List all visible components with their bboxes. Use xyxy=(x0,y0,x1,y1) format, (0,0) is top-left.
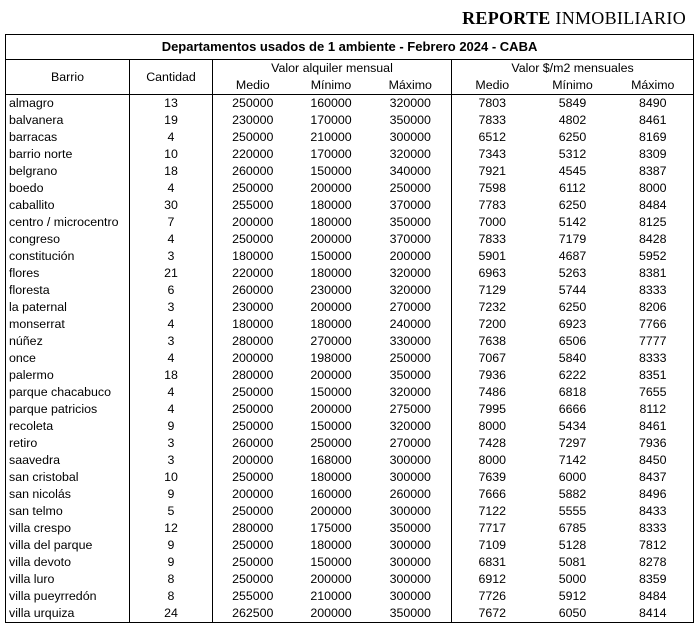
cell-alq-maximo: 320000 xyxy=(370,95,452,113)
table-row xyxy=(6,452,694,469)
cell-m2-maximo: 8484 xyxy=(613,588,694,605)
cell-alq-minimo: 200000 xyxy=(310,300,352,314)
cell-barrio: san cristobal xyxy=(6,469,130,486)
cell-alq-minimo: 180000 xyxy=(310,538,352,552)
table-body xyxy=(6,95,694,623)
cell-alq-minimo: 180000 xyxy=(310,317,352,331)
cell-alq-maximo: 350000 xyxy=(370,367,452,384)
cell-m2-medio: 7833 xyxy=(478,232,507,246)
cell-alq-minimo: 170000 xyxy=(310,147,352,161)
cell-cantidad: 18 xyxy=(130,367,213,384)
brand-bold: REPORTE xyxy=(462,8,551,28)
table-row xyxy=(6,316,694,333)
cell-m2-maximo: 8112 xyxy=(613,401,694,418)
cell-barrio: núñez xyxy=(6,333,130,350)
cell-m2-maximo: 7936 xyxy=(613,435,694,452)
cell-alq-minimo: 168000 xyxy=(310,453,352,467)
cell-m2-minimo: 6250 xyxy=(558,130,587,144)
cell-alq-maximo: 300000 xyxy=(370,554,452,571)
cell-alq-maximo: 370000 xyxy=(370,231,452,248)
cell-barrio: floresta xyxy=(6,282,130,299)
cell-alq-maximo: 350000 xyxy=(370,520,452,537)
cell-m2-maximo: 7655 xyxy=(613,384,694,401)
cell-barrio: belgrano xyxy=(6,163,130,180)
cell-m2-medio: 7486 xyxy=(478,385,507,399)
cell-m2-maximo: 8351 xyxy=(613,367,694,384)
cell-barrio: flores xyxy=(6,265,130,282)
table-title: Departamentos usados de 1 ambiente - Febrero 2024 - CABA xyxy=(6,35,694,60)
cell-cantidad: 8 xyxy=(130,588,213,605)
cell-barrio: la paternal xyxy=(6,299,130,316)
cell-m2-maximo: 8496 xyxy=(613,486,694,503)
cell-alq-minimo: 180000 xyxy=(310,215,352,229)
cell-alq-minimo: 150000 xyxy=(310,249,352,263)
cell-alq-minimo: 150000 xyxy=(310,385,352,399)
cell-alq-medio: 230000 xyxy=(232,300,274,314)
cell-barrio: san telmo xyxy=(6,503,130,520)
cell-alq-medio: 250000 xyxy=(232,130,274,144)
cell-m2-minimo: 6506 xyxy=(558,334,587,348)
cell-alq-medio: 255000 xyxy=(232,198,274,212)
cell-alq-medio: 250000 xyxy=(232,470,274,484)
cell-m2-medio: 7717 xyxy=(478,521,507,535)
cell-m2-minimo: 6818 xyxy=(558,385,587,399)
cell-cantidad: 21 xyxy=(130,265,213,282)
cell-m2-maximo: 8433 xyxy=(613,503,694,520)
cell-alq-minimo: 198000 xyxy=(310,351,352,365)
cell-m2-minimo: 5000 xyxy=(558,572,587,586)
cell-m2-maximo: 8461 xyxy=(613,418,694,435)
cell-alq-maximo: 300000 xyxy=(370,129,452,146)
cell-m2-medio: 7666 xyxy=(478,487,507,501)
cell-m2-medio: 7000 xyxy=(478,215,507,229)
cell-cantidad: 3 xyxy=(130,452,213,469)
cell-m2-minimo: 7179 xyxy=(558,232,587,246)
cell-alq-medio: 250000 xyxy=(232,181,274,195)
cell-m2-medio: 7232 xyxy=(478,300,507,314)
cell-alq-maximo: 320000 xyxy=(370,146,452,163)
cell-alq-minimo: 160000 xyxy=(310,487,352,501)
cell-alq-minimo: 200000 xyxy=(310,368,352,382)
cell-cantidad: 10 xyxy=(130,469,213,486)
cell-barrio: caballito xyxy=(6,197,130,214)
cell-m2-medio: 7200 xyxy=(478,317,507,331)
cell-alq-maximo: 370000 xyxy=(370,197,452,214)
cell-alq-maximo: 275000 xyxy=(370,401,452,418)
cell-m2-medio: 6963 xyxy=(478,266,507,280)
table-row xyxy=(6,333,694,350)
cell-barrio: boedo xyxy=(6,180,130,197)
cell-m2-maximo: 8461 xyxy=(613,112,694,129)
cell-alq-medio: 250000 xyxy=(232,538,274,552)
header-group-m2: Valor $/m2 mensuales xyxy=(452,60,694,78)
cell-m2-maximo: 7812 xyxy=(613,537,694,554)
table-row xyxy=(6,231,694,248)
cell-m2-maximo: 8000 xyxy=(613,180,694,197)
cell-alq-maximo: 250000 xyxy=(370,350,452,367)
cell-alq-minimo: 200000 xyxy=(310,402,352,416)
cell-alq-minimo: 230000 xyxy=(310,283,352,297)
cell-m2-minimo: 6250 xyxy=(558,300,587,314)
report-brand xyxy=(462,8,686,29)
table-row xyxy=(6,146,694,163)
cell-alq-medio: 250000 xyxy=(232,385,274,399)
cell-alq-medio: 180000 xyxy=(232,317,274,331)
table-row xyxy=(6,214,694,231)
cell-m2-maximo: 8169 xyxy=(613,129,694,146)
header-cantidad: Cantidad xyxy=(130,60,213,95)
cell-m2-minimo: 7142 xyxy=(558,453,587,467)
table-row xyxy=(6,401,694,418)
cell-alq-medio: 250000 xyxy=(232,555,274,569)
cell-m2-maximo: 7777 xyxy=(613,333,694,350)
cell-m2-medio: 7921 xyxy=(478,164,507,178)
header-m2-medio: Medio xyxy=(452,77,533,95)
cell-m2-minimo: 6666 xyxy=(558,402,587,416)
cell-m2-maximo: 8484 xyxy=(613,197,694,214)
table-row xyxy=(6,503,694,520)
cell-cantidad: 9 xyxy=(130,486,213,503)
cell-alq-minimo: 200000 xyxy=(310,504,352,518)
cell-m2-minimo: 6923 xyxy=(558,317,587,331)
cell-alq-medio: 230000 xyxy=(232,113,274,127)
header-barrio: Barrio xyxy=(6,60,130,95)
cell-m2-minimo: 6112 xyxy=(559,181,586,195)
cell-alq-medio: 250000 xyxy=(232,96,274,110)
cell-cantidad: 3 xyxy=(130,435,213,452)
cell-m2-minimo: 5312 xyxy=(558,147,587,161)
cell-barrio: saavedra xyxy=(6,452,130,469)
header-alq-maximo: Máximo xyxy=(370,77,452,95)
cell-m2-maximo: 8414 xyxy=(613,605,694,623)
cell-m2-maximo: 8333 xyxy=(613,282,694,299)
cell-m2-minimo: 5840 xyxy=(558,351,587,365)
cell-barrio: once xyxy=(6,350,130,367)
cell-alq-medio: 200000 xyxy=(232,215,274,229)
cell-m2-minimo: 5128 xyxy=(558,538,587,552)
cell-alq-minimo: 180000 xyxy=(310,198,352,212)
cell-barrio: villa luro xyxy=(6,571,130,588)
cell-m2-medio: 7122 xyxy=(478,504,507,518)
header-m2-minimo: Mínimo xyxy=(533,77,613,95)
cell-barrio: almagro xyxy=(6,95,130,113)
cell-m2-medio: 7995 xyxy=(478,402,507,416)
cell-alq-maximo: 300000 xyxy=(370,452,452,469)
cell-alq-maximo: 320000 xyxy=(370,265,452,282)
cell-m2-medio: 7428 xyxy=(478,436,507,450)
table-row xyxy=(6,180,694,197)
cell-m2-medio: 7343 xyxy=(478,147,507,161)
cell-cantidad: 8 xyxy=(130,571,213,588)
cell-alq-minimo: 210000 xyxy=(310,589,352,603)
cell-cantidad: 9 xyxy=(130,418,213,435)
cell-m2-medio: 7639 xyxy=(478,470,507,484)
cell-alq-maximo: 300000 xyxy=(370,588,452,605)
cell-m2-minimo: 6050 xyxy=(533,605,613,623)
cell-m2-maximo: 8206 xyxy=(613,299,694,316)
cell-alq-maximo: 350000 xyxy=(370,112,452,129)
cell-cantidad: 19 xyxy=(130,112,213,129)
cell-m2-medio: 7672 xyxy=(452,605,533,623)
table-row xyxy=(6,554,694,571)
cell-alq-medio: 260000 xyxy=(232,436,274,450)
cell-alq-maximo: 270000 xyxy=(370,299,452,316)
cell-alq-maximo: 300000 xyxy=(370,503,452,520)
cell-m2-minimo: 5142 xyxy=(558,215,587,229)
cell-cantidad: 9 xyxy=(130,537,213,554)
cell-alq-minimo: 200000 xyxy=(310,572,352,586)
cell-cantidad: 7 xyxy=(130,214,213,231)
table-row xyxy=(6,435,694,452)
cell-alq-maximo: 350000 xyxy=(370,605,452,623)
cell-alq-minimo: 270000 xyxy=(310,334,352,348)
cell-barrio: barracas xyxy=(6,129,130,146)
cell-cantidad: 9 xyxy=(130,554,213,571)
cell-alq-medio: 262500 xyxy=(213,605,293,623)
cell-m2-minimo: 4687 xyxy=(558,249,587,263)
cell-alq-medio: 250000 xyxy=(232,572,274,586)
cell-alq-maximo: 340000 xyxy=(370,163,452,180)
cell-cantidad: 4 xyxy=(130,350,213,367)
cell-cantidad: 4 xyxy=(130,180,213,197)
table-row xyxy=(6,367,694,384)
cell-m2-minimo: 5263 xyxy=(558,266,587,280)
cell-barrio: barrio norte xyxy=(6,146,130,163)
table-row xyxy=(6,418,694,435)
cell-m2-minimo: 5912 xyxy=(558,589,587,603)
cell-alq-minimo: 180000 xyxy=(310,266,352,280)
cell-m2-medio: 8000 xyxy=(478,453,507,467)
rental-table xyxy=(5,34,694,623)
cell-m2-maximo: 5952 xyxy=(613,248,694,265)
cell-m2-maximo: 8437 xyxy=(613,469,694,486)
cell-alq-minimo: 200000 xyxy=(310,232,352,246)
cell-cantidad: 24 xyxy=(130,605,213,623)
cell-alq-maximo: 270000 xyxy=(370,435,452,452)
cell-m2-minimo: 6222 xyxy=(558,368,587,382)
cell-cantidad: 6 xyxy=(130,282,213,299)
table-row xyxy=(6,350,694,367)
cell-alq-minimo: 210000 xyxy=(310,130,352,144)
cell-m2-medio: 7833 xyxy=(478,113,507,127)
cell-alq-maximo: 200000 xyxy=(370,248,452,265)
cell-m2-medio: 7726 xyxy=(478,589,507,603)
cell-alq-medio: 250000 xyxy=(232,504,274,518)
table-row xyxy=(6,486,694,503)
cell-alq-maximo: 320000 xyxy=(370,282,452,299)
cell-alq-maximo: 300000 xyxy=(370,469,452,486)
cell-m2-maximo: 8450 xyxy=(613,452,694,469)
cell-alq-medio: 280000 xyxy=(232,368,274,382)
cell-alq-maximo: 250000 xyxy=(370,180,452,197)
cell-cantidad: 13 xyxy=(130,95,213,113)
cell-m2-medio: 7109 xyxy=(478,538,507,552)
cell-barrio: constitución xyxy=(6,248,130,265)
cell-barrio: villa urquiza xyxy=(6,605,130,623)
cell-m2-maximo: 8333 xyxy=(613,520,694,537)
brand-rest: INMOBILIARIO xyxy=(555,8,686,28)
cell-barrio: palermo xyxy=(6,367,130,384)
cell-m2-minimo: 5849 xyxy=(558,96,587,110)
cell-m2-maximo: 8490 xyxy=(613,95,694,113)
cell-cantidad: 4 xyxy=(130,316,213,333)
cell-cantidad: 3 xyxy=(130,333,213,350)
cell-alq-minimo: 175000 xyxy=(310,521,352,535)
table-row xyxy=(6,129,694,146)
cell-barrio: congreso xyxy=(6,231,130,248)
cell-m2-maximo: 8125 xyxy=(613,214,694,231)
cell-cantidad: 10 xyxy=(130,146,213,163)
cell-m2-medio: 7803 xyxy=(478,96,507,110)
cell-barrio: retiro xyxy=(6,435,130,452)
cell-alq-medio: 220000 xyxy=(232,147,274,161)
table-row xyxy=(6,469,694,486)
cell-m2-maximo: 7766 xyxy=(613,316,694,333)
cell-alq-minimo: 250000 xyxy=(310,436,352,450)
cell-m2-maximo: 8278 xyxy=(613,554,694,571)
table-row xyxy=(6,520,694,537)
cell-alq-medio: 200000 xyxy=(232,487,274,501)
cell-cantidad: 5 xyxy=(130,503,213,520)
cell-alq-maximo: 300000 xyxy=(370,537,452,554)
table-row xyxy=(6,537,694,554)
table-row xyxy=(6,605,694,623)
cell-alq-medio: 200000 xyxy=(232,453,274,467)
cell-m2-medio: 7638 xyxy=(478,334,507,348)
cell-barrio: balvanera xyxy=(6,112,130,129)
table-row xyxy=(6,299,694,316)
cell-alq-maximo: 260000 xyxy=(370,486,452,503)
cell-m2-medio: 7936 xyxy=(478,368,507,382)
cell-m2-minimo: 6000 xyxy=(558,470,587,484)
cell-alq-medio: 250000 xyxy=(232,419,274,433)
cell-alq-minimo: 200000 xyxy=(293,605,370,623)
cell-cantidad: 30 xyxy=(130,197,213,214)
cell-barrio: recoleta xyxy=(6,418,130,435)
cell-m2-maximo: 8333 xyxy=(613,350,694,367)
cell-m2-minimo: 5434 xyxy=(558,419,587,433)
table-row xyxy=(6,163,694,180)
cell-barrio: villa crespo xyxy=(6,520,130,537)
cell-alq-medio: 180000 xyxy=(232,249,274,263)
header-m2-maximo: Máximo xyxy=(613,77,694,95)
cell-m2-medio: 7598 xyxy=(478,181,507,195)
header-alq-minimo: Mínimo xyxy=(293,77,370,95)
cell-m2-medio: 7129 xyxy=(478,283,507,297)
table-row xyxy=(6,112,694,129)
cell-alq-minimo: 180000 xyxy=(310,470,352,484)
cell-alq-medio: 255000 xyxy=(232,589,274,603)
cell-m2-maximo: 8387 xyxy=(613,163,694,180)
cell-barrio: monserrat xyxy=(6,316,130,333)
cell-alq-medio: 250000 xyxy=(232,232,274,246)
table-row xyxy=(6,248,694,265)
cell-cantidad: 4 xyxy=(130,231,213,248)
cell-m2-medio: 7067 xyxy=(478,351,507,365)
cell-m2-medio: 6512 xyxy=(478,130,507,144)
cell-cantidad: 4 xyxy=(130,384,213,401)
header-alq-medio: Medio xyxy=(213,77,293,95)
cell-alq-medio: 200000 xyxy=(232,351,274,365)
cell-barrio: villa pueyrredón xyxy=(6,588,130,605)
table-row xyxy=(6,282,694,299)
cell-m2-minimo: 6785 xyxy=(558,521,587,535)
cell-alq-maximo: 240000 xyxy=(370,316,452,333)
cell-alq-medio: 260000 xyxy=(232,283,274,297)
cell-m2-minimo: 5555 xyxy=(558,504,587,518)
cell-m2-maximo: 8309 xyxy=(613,146,694,163)
table-row xyxy=(6,265,694,282)
cell-m2-minimo: 5744 xyxy=(558,283,587,297)
cell-cantidad: 3 xyxy=(130,299,213,316)
cell-alq-maximo: 330000 xyxy=(370,333,452,350)
cell-m2-medio: 6912 xyxy=(478,572,507,586)
cell-alq-medio: 280000 xyxy=(232,521,274,535)
cell-cantidad: 4 xyxy=(130,129,213,146)
cell-m2-maximo: 8428 xyxy=(613,231,694,248)
cell-barrio: villa del parque xyxy=(6,537,130,554)
table-row xyxy=(6,95,694,113)
cell-barrio: villa devoto xyxy=(6,554,130,571)
cell-alq-minimo: 150000 xyxy=(310,164,352,178)
cell-m2-minimo: 5081 xyxy=(558,555,587,569)
cell-m2-maximo: 8359 xyxy=(613,571,694,588)
cell-alq-medio: 250000 xyxy=(232,402,274,416)
cell-m2-minimo: 4802 xyxy=(558,113,587,127)
cell-cantidad: 3 xyxy=(130,248,213,265)
cell-alq-minimo: 160000 xyxy=(310,96,352,110)
cell-cantidad: 4 xyxy=(130,401,213,418)
cell-m2-minimo: 6250 xyxy=(558,198,587,212)
table-row xyxy=(6,384,694,401)
table-row xyxy=(6,588,694,605)
header-group-alquiler: Valor alquiler mensual xyxy=(213,60,452,78)
cell-m2-minimo: 7297 xyxy=(558,436,587,450)
cell-alq-maximo: 320000 xyxy=(370,384,452,401)
cell-alq-minimo: 150000 xyxy=(310,419,352,433)
cell-barrio: san nicolás xyxy=(6,486,130,503)
cell-alq-medio: 260000 xyxy=(232,164,274,178)
cell-cantidad: 18 xyxy=(130,163,213,180)
cell-alq-maximo: 300000 xyxy=(370,571,452,588)
cell-alq-minimo: 150000 xyxy=(310,555,352,569)
cell-m2-minimo: 5882 xyxy=(558,487,587,501)
table-row xyxy=(6,571,694,588)
cell-alq-minimo: 170000 xyxy=(310,113,352,127)
cell-alq-minimo: 200000 xyxy=(310,181,352,195)
cell-alq-maximo: 320000 xyxy=(370,418,452,435)
cell-m2-medio: 5901 xyxy=(478,249,507,263)
cell-barrio: centro / microcentro xyxy=(6,214,130,231)
cell-m2-medio: 7783 xyxy=(478,198,507,212)
table-row xyxy=(6,197,694,214)
cell-m2-maximo: 8381 xyxy=(613,265,694,282)
cell-alq-medio: 280000 xyxy=(232,334,274,348)
cell-cantidad: 12 xyxy=(130,520,213,537)
cell-barrio: parque patricios xyxy=(6,401,130,418)
cell-m2-medio: 6831 xyxy=(478,555,507,569)
cell-alq-maximo: 350000 xyxy=(370,214,452,231)
cell-m2-minimo: 4545 xyxy=(558,164,587,178)
cell-alq-medio: 220000 xyxy=(232,266,274,280)
cell-barrio: parque chacabuco xyxy=(6,384,130,401)
cell-m2-medio: 8000 xyxy=(478,419,507,433)
